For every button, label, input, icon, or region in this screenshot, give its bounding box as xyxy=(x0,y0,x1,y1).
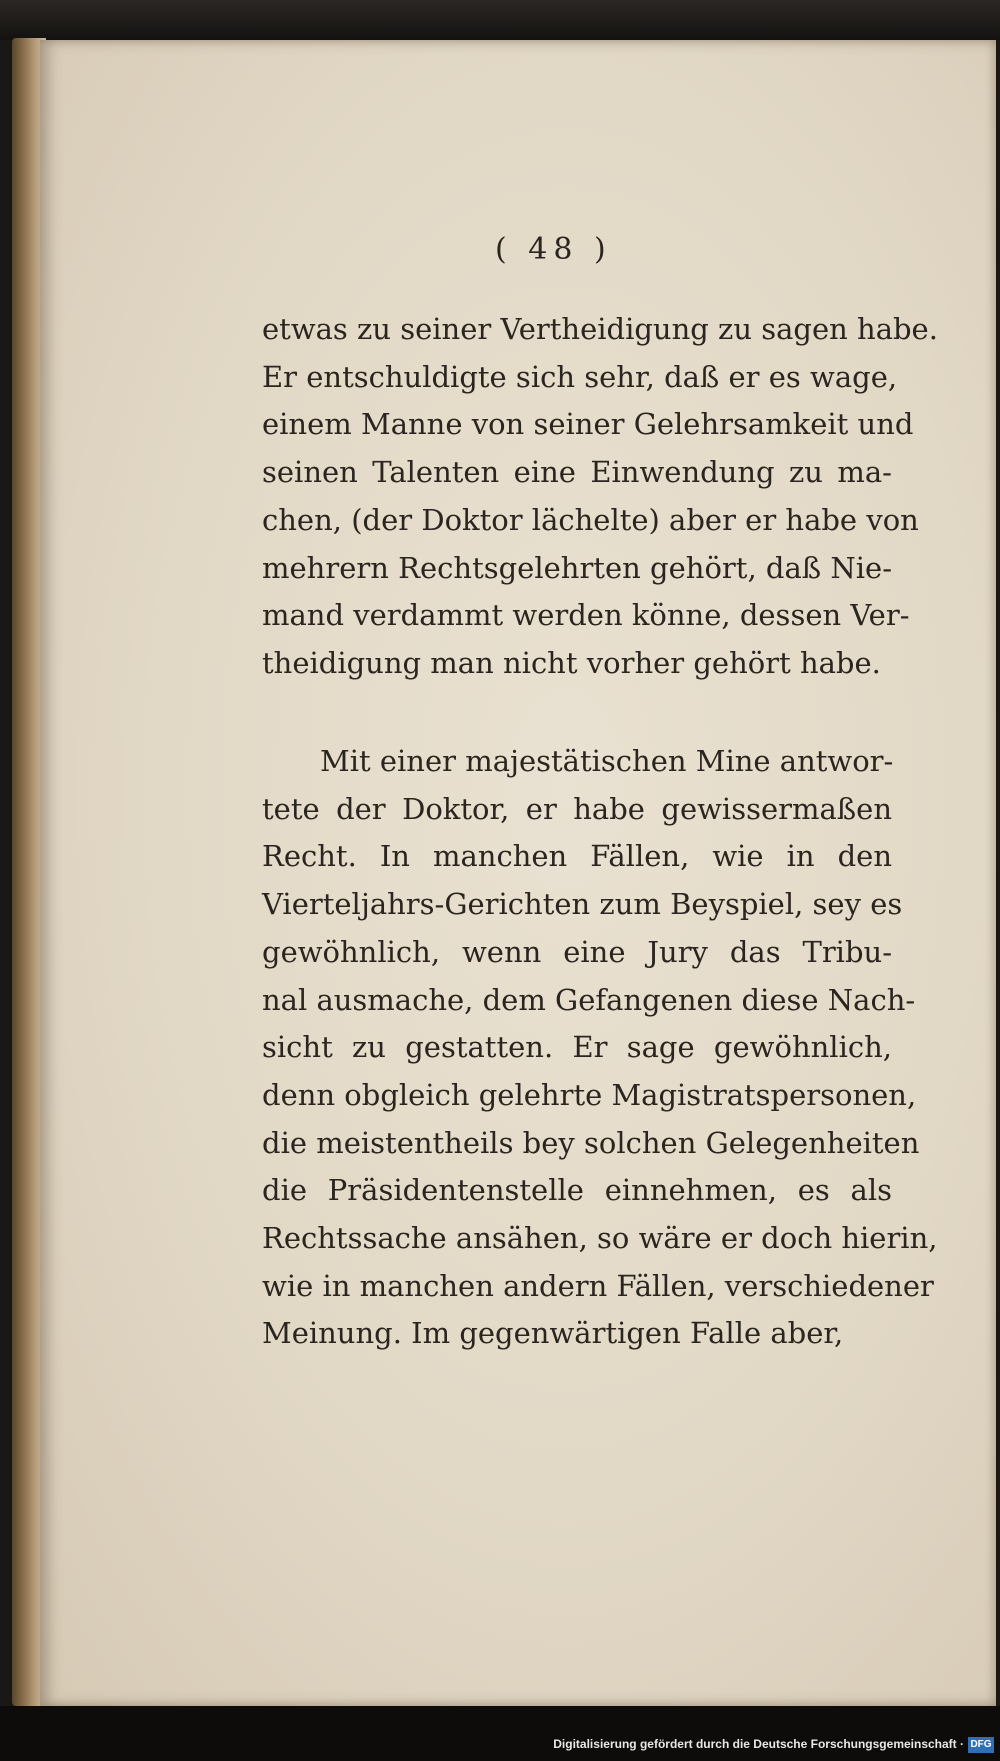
text-line: Recht. In manchen Fällen, wie in den xyxy=(262,839,892,874)
text-line: Meinung. Im gegenwärtigen Falle aber, xyxy=(262,1316,844,1351)
text-line: Er entschuldigte sich sehr, daß er es wage, xyxy=(262,359,898,394)
footer-bar xyxy=(0,1706,1000,1761)
text-line: mand verdammt werden könne, dessen Ver- xyxy=(262,598,910,633)
dfg-logo: DFG xyxy=(968,1737,994,1753)
paragraph-2 xyxy=(262,738,938,1358)
text-line: sicht zu gestatten. Er sage gewöhnlich, xyxy=(262,1030,892,1065)
digitization-credit: Digitalisierung gefördert durch die Deutsche Forschungsgemeinschaft · xyxy=(553,1737,964,1751)
text-line: seinen Talenten eine Einwendung zu ma- xyxy=(262,455,892,490)
text-line: theidigung man nicht vorher gehört habe. xyxy=(262,645,881,680)
text-line: nal ausmache, dem Gefangenen diese Nach- xyxy=(262,982,916,1017)
text-line: Rechtssache ansähen, so wäre er doch hierin, xyxy=(262,1221,938,1256)
text-line: mehrern Rechtsgelehrten gehört, daß Nie- xyxy=(262,550,892,585)
text-line: Mit einer majestätischen Mine antwor- xyxy=(320,744,894,778)
text-line: gewöhnlich, wenn eine Jury das Tribu- xyxy=(262,934,892,969)
text-line: denn obgleich gelehrte Magistratspersonen, xyxy=(262,1077,917,1112)
text-line: tete der Doktor, er habe gewissermaßen xyxy=(262,791,892,826)
text-line: wie in manchen andern Fällen, verschiedener xyxy=(262,1268,934,1303)
text-line: chen, (der Doktor lächelte) aber er habe von xyxy=(262,502,919,537)
text-line: Vierteljahrs-Gerichten zum Beyspiel, sey es xyxy=(262,887,903,922)
text-line: die Präsidentenstelle einnehmen, es als xyxy=(262,1173,892,1208)
text-line: etwas zu seiner Vertheidigung zu sagen habe. xyxy=(262,312,938,346)
text-line: die meistentheils bey solchen Gelegenheiten xyxy=(262,1125,920,1160)
scanner-background-top xyxy=(0,0,1000,40)
paragraph-1 xyxy=(262,306,938,688)
text-line: einem Manne von seiner Gelehrsamkeit und xyxy=(262,407,914,442)
page-number: ( 48 ) xyxy=(495,232,612,267)
